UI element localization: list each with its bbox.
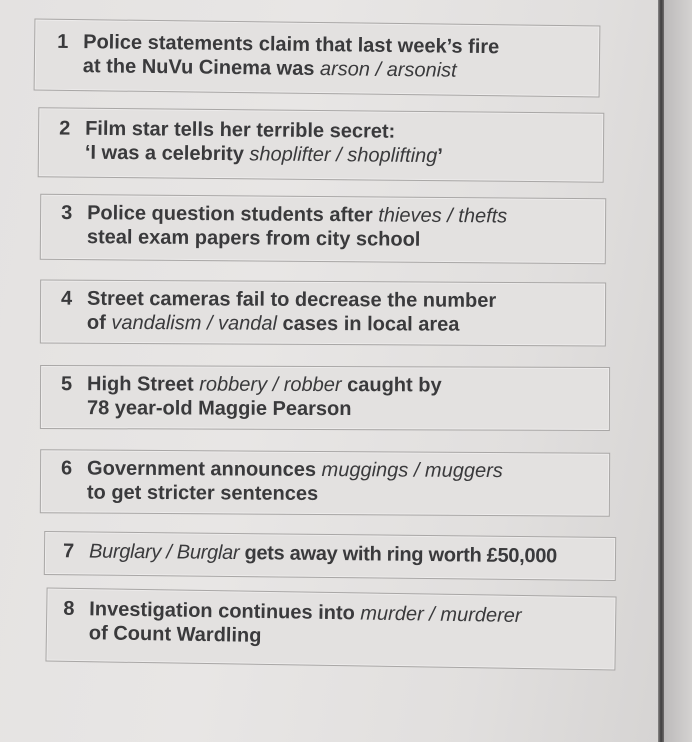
headline-line-1: 2 Film star tells her terrible secret: (59, 117, 396, 143)
headline-box-6 (40, 449, 610, 516)
item-number: 7 (62, 540, 74, 563)
word-choice: vandalism / vandal (111, 311, 278, 335)
headline-line-1: 1 Police statements claim that last week’s fire (57, 30, 500, 59)
headline-box-4 (40, 280, 606, 347)
word-choice: shoplifter / shoplifting (249, 143, 438, 168)
headline-line-2: of Count Wardling (88, 622, 262, 647)
headline-box-1 (34, 19, 601, 98)
headline-box-8 (45, 588, 616, 671)
item-number: 8 (63, 597, 75, 620)
item-number: 4 (61, 287, 73, 310)
word-choice: thieves / thefts (378, 204, 508, 228)
item-number: 2 (59, 117, 71, 140)
item-number: 5 (61, 373, 73, 396)
headline-line-1: 5 High Street robbery / robber caught by (61, 373, 442, 397)
headline-line-2: at the NuVu Cinema was arson / arsonist (82, 55, 457, 82)
headline-line-1: 6 Government announces muggings / muggers (61, 457, 503, 483)
headline-line-2: to get stricter sentences (86, 481, 319, 505)
headline-box-7 (44, 531, 616, 581)
headline-line-1: 8 Investigation continues into murder / murderer (63, 597, 522, 627)
headline-line-2: steal exam papers from city school (86, 226, 421, 251)
word-choice: arson / arsonist (319, 58, 457, 82)
headline-line-2: 78 year-old Maggie Pearson (86, 397, 352, 421)
headline-box-3 (40, 194, 607, 264)
headline-line-2: of vandalism / vandal cases in local area (86, 311, 460, 336)
word-choice: robbery / robber (199, 373, 342, 397)
facing-page-edge (664, 0, 692, 742)
headline-box-5 (40, 365, 610, 431)
word-choice: Burglary / Burglar (88, 540, 240, 565)
headline-box-2 (38, 107, 605, 182)
headline-line-1: 3 Police question students after thieves / thefts (61, 201, 508, 228)
headline-line-1: 7 Burglary / Burglar gets away with ring worth £50,000 (62, 540, 558, 568)
word-choice: muggings / muggers (321, 458, 503, 483)
headline-line-1: 4 Street cameras fail to decrease the number (61, 287, 497, 312)
item-number: 1 (57, 30, 69, 53)
item-number: 6 (61, 457, 73, 480)
item-number: 3 (61, 201, 73, 225)
word-choice: murder / murderer (360, 602, 522, 627)
headline-line-2: ‘I was a celebrity shoplifter / shoplifting’ (84, 141, 443, 168)
